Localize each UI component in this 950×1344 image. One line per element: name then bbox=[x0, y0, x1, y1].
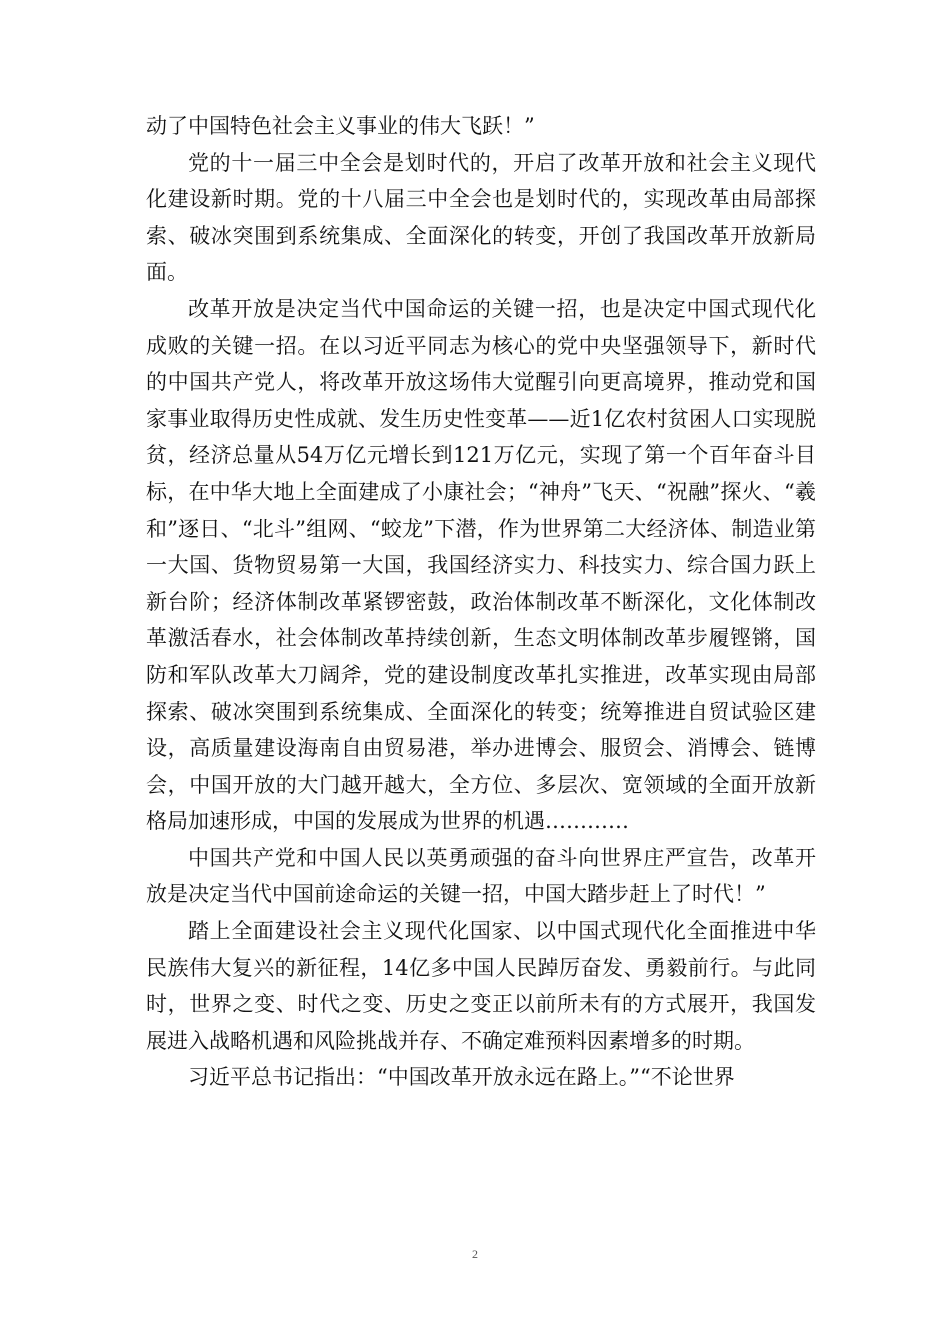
paragraph-continuation: 动了中国特色社会主义事业的伟大飞跃！” bbox=[146, 114, 535, 138]
paragraph: 习近平总书记指出：“中国改革开放永远在路上。”“不论世界 bbox=[188, 1065, 735, 1090]
paragraph: 党的十一届三中全会是划时代的，开启了改革开放和社会主义现代化建设新时期。党的十八届三中全会也是划时代的，实现改革由局部探索、破冰突围到系统集成、全面深化的转变，开创了我国改革开放新局面。 bbox=[146, 150, 816, 285]
paragraph: 改革开放是决定当代中国命运的关键一招，也是决定中国式现代化成败的关键一招。在以习近平同志为核心的党中央坚强领导下，新时代的中国共产党人，将改革开放这场伟大觉醒引向更高境界，推动党和国家事业取得历史性成就、发生历史性变革——近1亿农村贫困人口实现脱贫，经济总量从54万亿元增长到121万亿元，实现了第一个百年奋斗目标，在中华大地上全面建成了小康社会；“神舟”飞天、“祝融”探火、“羲和”逐日、“北斗”组网、“蛟龙”下潜，作为世界第二大经济体、制造业第一大国、货物贸易第一大国，我国经济实力、科技实力、综合国力跃上新台阶；经济体制改革紧锣密鼓，政治体制改革不断深化，文化体制改革激活春水，社会体制改革持续创新，生态文明体制改革步履铿锵，国防和军队改革大刀阔斧，党的建设制度改革扎实推进，改革实现由局部探索、破冰突围到系统集成、全面深化的转变；统筹推进自贸试验区建设，高质量建设海南自由贸易港，举办进博会、服贸会、消博会、链博会，中国开放的大门越开越大，全方位、多层次、宽领域的全面开放新格局加速形成，中国的发展成为世界的机遇………… bbox=[146, 296, 816, 834]
page-number: 2 bbox=[472, 1247, 478, 1261]
paragraph: 踏上全面建设社会主义现代化国家、以中国式现代化全面推进中华民族伟大复兴的新征程，14亿多中国人民踔厉奋发、勇毅前行。与此同时，世界之变、时代之变、历史之变正以前所未有的方式展开，我国发展进入战略机遇和风险挑战并存、不确定难预料因素增多的时期。 bbox=[146, 919, 816, 1053]
document-body bbox=[146, 108, 816, 1096]
paragraph: 中国共产党和中国人民以英勇顽强的奋斗向世界庄严宣告，改革开放是决定当代中国前途命运的关键一招，中国大踏步赶上了时代！” bbox=[146, 845, 816, 907]
